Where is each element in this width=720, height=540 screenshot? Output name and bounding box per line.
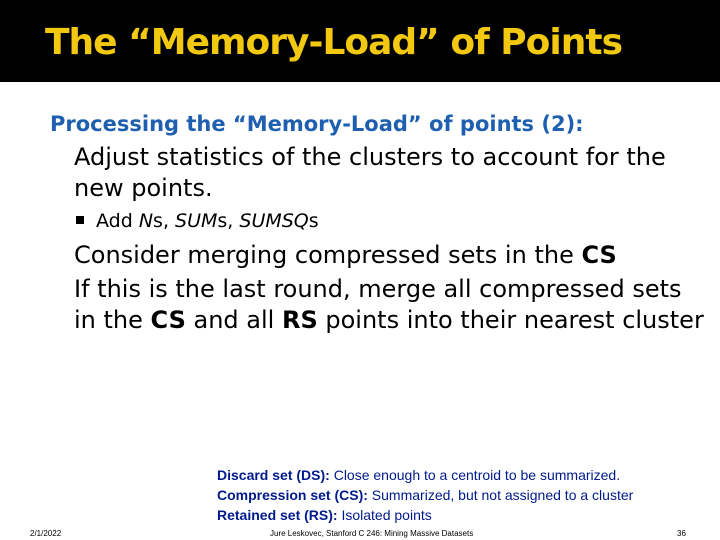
- legend-ds-desc: Close enough to a centroid to be summarized.: [329, 467, 621, 483]
- bullet-text: If this is the last round, merge all compressed sets in the: [74, 275, 682, 334]
- legend-cs: [217, 485, 633, 505]
- sub-bullet-mid2: s,: [217, 210, 240, 232]
- sub-bullet-sumsq: SUMSQ: [239, 210, 309, 232]
- bullet-text-end: points into their nearest cluster: [317, 306, 704, 334]
- bullet-consider-merging: [50, 240, 710, 271]
- legend-rs-desc: Isolated points: [337, 507, 432, 523]
- legend: [217, 465, 633, 525]
- square-bullet-icon: [76, 216, 84, 224]
- bullet-cs: CS: [581, 241, 617, 269]
- bullet-text: Adjust statistics of the clusters to account for the new points.: [74, 143, 666, 202]
- sub-bullet-prefix: Add: [96, 210, 139, 232]
- legend-ds: [217, 465, 633, 485]
- bullet-text-mid: and all: [185, 306, 282, 334]
- sub-bullet-suffix: s: [308, 210, 319, 232]
- bullet-adjust-stats: [50, 142, 710, 204]
- slide-title: The “Memory-Load” of Points: [45, 22, 623, 63]
- bullet-text: Consider merging compressed sets in the: [74, 241, 582, 269]
- legend-cs-term: Compression set (CS):: [217, 487, 368, 503]
- bullet-cs: CS: [150, 306, 186, 334]
- footer-date: 2/1/2022: [30, 529, 62, 538]
- legend-rs: [217, 505, 633, 525]
- legend-cs-desc: Summarized, but not assigned to a cluster: [367, 487, 634, 503]
- bullet-last-round: [50, 274, 710, 336]
- title-bar: [0, 0, 720, 82]
- subheading: Processing the “Memory-Load” of points (2):: [50, 112, 584, 136]
- sub-bullet-add-stats: [50, 208, 710, 234]
- bullet-rs: RS: [281, 306, 318, 334]
- sub-bullet-mid1: s,: [153, 210, 176, 232]
- sub-bullet-n: N: [138, 210, 154, 232]
- legend-ds-term: Discard set (DS):: [217, 467, 330, 483]
- legend-rs-term: Retained set (RS):: [217, 507, 338, 523]
- footer-course: Jure Leskovec, Stanford C 246: Mining Massive Datasets: [270, 529, 474, 538]
- slide-body: [50, 112, 710, 339]
- sub-bullet-sum: SUM: [175, 210, 218, 232]
- footer-page-number: 36: [677, 529, 686, 538]
